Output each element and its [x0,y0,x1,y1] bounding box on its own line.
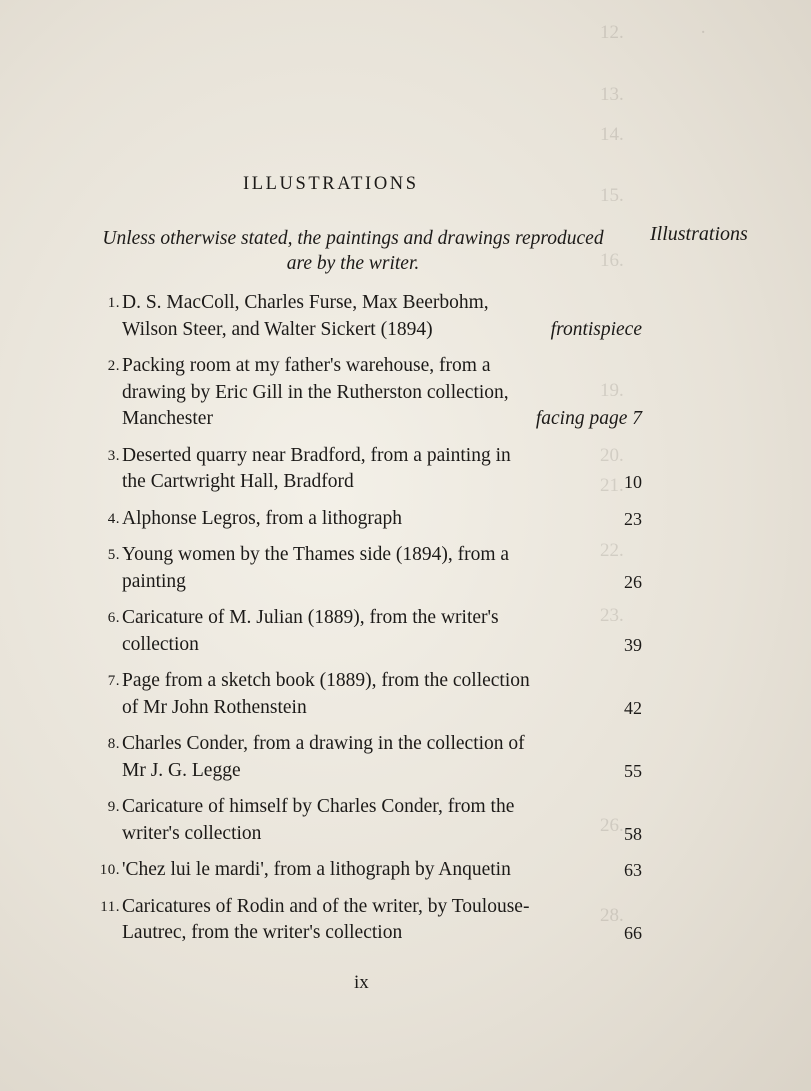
list-item [84,290,644,343]
list-item [84,605,644,658]
bleed-through-text: 13. [600,84,624,105]
entry-page: 55 [624,760,642,781]
bleed-through-text: 23. [600,605,624,626]
entry-caption: Alphonse Legros, from a lithograph [122,507,402,529]
bleed-through-text: 12. [600,22,624,43]
entry-caption: Page from a sketch book (1889), from the collection of Mr John Rothenstein [122,670,530,718]
entry-page: 26 [624,571,642,592]
bleed-through-text: 16. [600,250,624,271]
entry-caption: Caricature of M. Julian (1889), from the writer's collection [122,607,499,655]
entry-number: 6. [107,610,120,626]
entry-number: 8. [107,736,120,752]
entry-page: 66 [624,923,642,943]
entry-page: 10 [624,472,642,492]
entry-number: 5. [107,547,120,563]
entry-number: 3. [107,447,120,464]
list-item [84,443,644,496]
entry-number: 2. [107,358,120,374]
list-item [84,731,644,784]
list-item [84,794,644,847]
entry-number: 7. [107,673,120,689]
list-item [84,506,644,533]
list-item [84,857,644,884]
entry-page: 23 [624,508,642,529]
bleed-through-text: 26. [600,815,624,836]
list-item [84,353,644,433]
entry-page: 58 [624,823,642,844]
page-folio: ix [354,972,369,993]
entry-caption: Deserted quarry near Bradford, from a painting in the Cartwright Hall, Bradford [122,444,511,492]
entry-page: 42 [624,697,642,718]
intro-note: Unless otherwise stated, the paintings and drawings reproduced are by the writer. [102,228,604,274]
entry-caption: Packing room at my father's warehouse, from a drawing by Eric Gill in the Rutherston collection, Manchester [122,355,509,429]
bleed-through-text: 21. [600,475,624,496]
list-item [84,542,644,595]
entry-caption: Caricatures of Rodin and of the writer, by Toulouse-Lautrec, from the writer's collection [122,895,530,943]
entry-number: 10. [99,862,120,878]
page-title: ILLUSTRATIONS [243,174,419,194]
entry-caption: Caricature of himself by Charles Conder, from the writer's collection [122,796,515,844]
bleed-through-text: 20. [600,445,624,466]
entry-caption: Charles Conder, from a drawing in the collection of Mr J. G. Legge [122,733,525,781]
entry-page: frontispiece [550,318,642,340]
bleed-through-text: 14. [600,124,624,145]
entry-caption: Young women by the Thames side (1894), from a painting [122,544,510,592]
running-side-label: Illustrations [650,223,748,245]
entry-number: 11. [100,898,120,915]
entry-caption: D. S. MacColl, Charles Furse, Max Beerbohm, Wilson Steer, and Walter Sickert (1894) [122,292,489,340]
bleed-through-text: 22. [600,540,624,561]
entry-number: 1. [107,295,120,311]
illustrations-list [84,290,644,957]
entry-caption: 'Chez lui le mardi', from a lithograph by Anquetin [122,859,511,880]
bleed-through-text: 28. [600,905,624,926]
bleed-through-text: 15. [600,185,624,206]
entry-page: 39 [624,634,642,655]
entry-page: facing page 7 [535,408,642,429]
bleed-through-text: · [700,22,707,43]
entry-page: 63 [624,860,642,880]
entry-number: 4. [107,510,120,527]
bleed-through-text: 19. [600,380,624,401]
list-item [84,894,644,947]
list-item [84,668,644,721]
entry-number: 9. [107,799,120,815]
